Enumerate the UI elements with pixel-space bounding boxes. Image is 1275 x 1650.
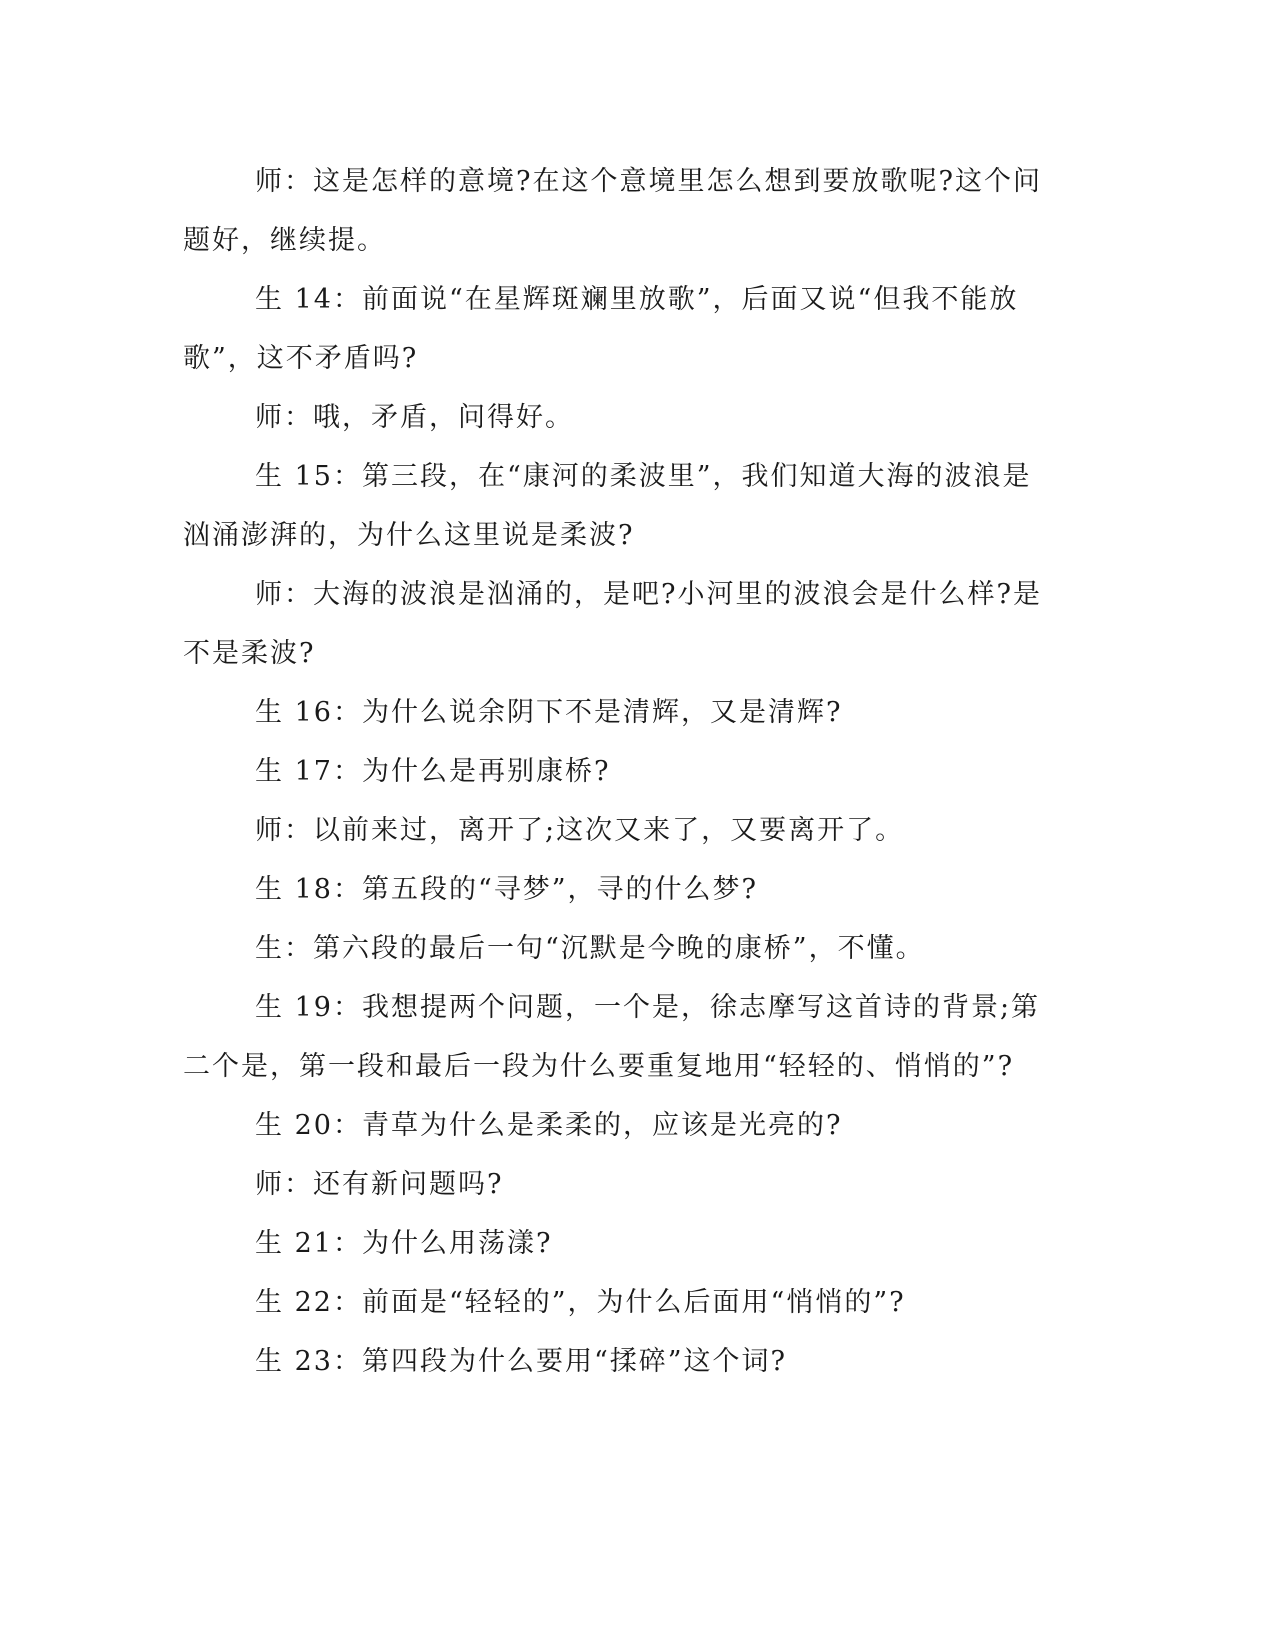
paragraph: 师：这是怎样的意境?在这个意境里怎么想到要放歌呢?这个问题好，继续提。 bbox=[183, 166, 1042, 256]
paragraph: 生 16：为什么说余阴下不是清辉，又是清辉? bbox=[255, 697, 843, 728]
paragraph: 师：还有新问题吗? bbox=[255, 1169, 504, 1200]
paragraph: 师：大海的波浪是汹涌的，是吧?小河里的波浪会是什么样?是不是柔波? bbox=[183, 579, 1042, 669]
paragraph: 生 15：第三段，在“康河的柔波里”，我们知道大海的波浪是汹涌澎湃的，为什么这里说是柔波? bbox=[183, 461, 1032, 551]
paragraph: 生 17：为什么是再别康桥? bbox=[255, 756, 611, 787]
paragraph: 师：以前来过，离开了;这次又来了，又要离开了。 bbox=[255, 815, 905, 846]
paragraph: 生 19：我想提两个问题，一个是，徐志摩写这首诗的背景;第二个是，第一段和最后一段为什么要重复地用“轻轻的、悄悄的”? bbox=[183, 992, 1041, 1082]
paragraph: 师：哦，矛盾，问得好。 bbox=[255, 402, 574, 433]
paragraph: 生 21：为什么用荡漾? bbox=[255, 1228, 553, 1259]
document-body bbox=[183, 152, 1043, 1391]
paragraph: 生：第六段的最后一句“沉默是今晚的康桥”，不懂。 bbox=[255, 933, 925, 964]
paragraph: 生 18：第五段的“寻梦”，寻的什么梦? bbox=[255, 874, 759, 905]
paragraph: 生 20：青草为什么是柔柔的，应该是光亮的? bbox=[255, 1110, 843, 1141]
paragraph: 生 22：前面是“轻轻的”，为什么后面用“悄悄的”? bbox=[255, 1287, 906, 1318]
paragraph: 生 14：前面说“在星辉斑斓里放歌”，后面又说“但我不能放歌”，这不矛盾吗? bbox=[183, 284, 1019, 374]
paragraph: 生 23：第四段为什么要用“揉碎”这个词? bbox=[255, 1346, 788, 1377]
